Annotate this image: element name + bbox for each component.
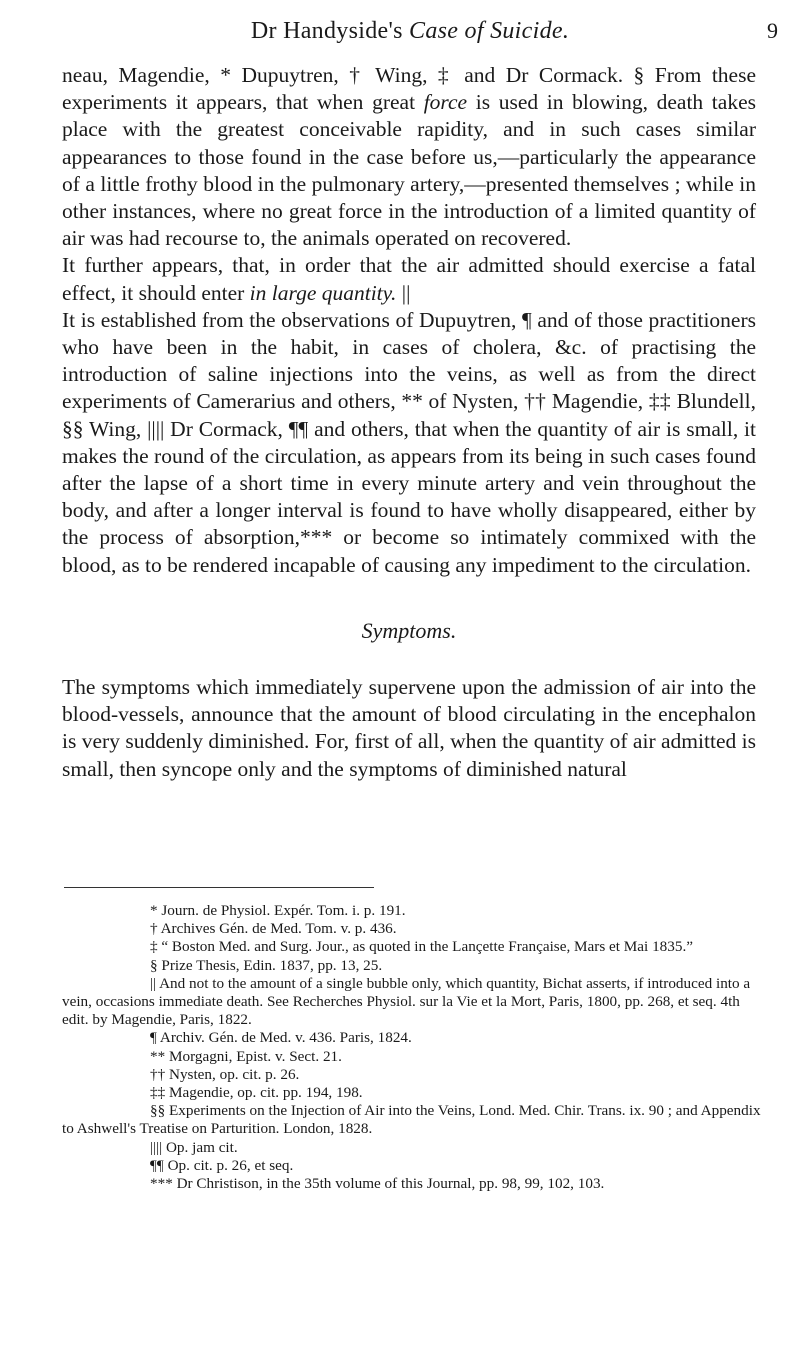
paragraph-2-part-a: It further appears, that, in order that the air admitted should exercise a fatal effect, it should enter: [62, 253, 756, 305]
footnote-text: Op. cit. p. 26, et seq.: [167, 1156, 294, 1174]
paragraph-3: It is established from the observations of Dupuytren, ¶ and of those practitioners who have been in the habit, in cases of cholera, &c. of practising the introduction of saline injections into the veins, as well as from the direct experiments of Camerarius and others, ** of Nysten, †† Magendie, ‡‡ Blundell, §§ Wing, |||| Dr Cormack, ¶¶ and others, that when the quantity of air is small, it makes the round of the circulation, as appears from its being in such cases found after the lapse of a short time in every minute artery and vein throughout the body, and after a longer interval is found to have wholly disappeared, either by the process of absorption,*** or become so intimately commixed with the blood, as to be rendered incapable of causing any impediment to the circulation.: [62, 307, 756, 577]
footnote-mark: §: [150, 956, 158, 974]
header-title-prefix: Dr Handyside's: [250, 18, 410, 44]
footnotes: [62, 902, 762, 1193]
running-header: [60, 18, 760, 45]
footnote-text: Experiments on the Injection of Air into the Veins, Lond. Med. Chir. Trans. ix. 90 ; and Appendix to Ashwell's Treatise on Parturition. London, 1828.: [62, 1102, 761, 1138]
header-title-italic: Case of Suicide.: [409, 18, 570, 44]
footnote-text: Archiv. Gén. de Med. v. 436. Paris, 1824.: [159, 1029, 412, 1047]
footnote: [62, 1066, 762, 1084]
footnote-divider: [64, 887, 374, 888]
paragraph-1-part-b: is used in blowing, death takes place with the greatest conceivable rapidity, and in such cases similar appearances to those found in the case before us,—particularly the appearance of a little frothy blood in the pulmonary artery,—presented themselves ; while in other instances, where no great force in the introduction of a limited quantity of air was had recourse to, the animals operated on recovered.: [62, 90, 756, 251]
footnote: [62, 1139, 762, 1157]
paragraph-1-part-a: neau, Magendie, * Dupuytren, † Wing, ‡ and Dr Cormack. § From these experiments it appears, that when great: [62, 63, 756, 115]
footnote-mark: ||: [150, 974, 157, 992]
footnote: [62, 938, 762, 956]
footnote-mark: ¶: [150, 1029, 157, 1047]
footnote-text: Magendie, op. cit. pp. 194, 198.: [168, 1084, 363, 1102]
paragraph-2-part-b: ||: [396, 280, 411, 305]
footnote-text: Archives Gén. de Med. Tom. v. p. 436.: [160, 920, 397, 938]
paragraph-1-emphasis: force: [423, 90, 468, 115]
footnote-mark: ‡: [150, 938, 158, 956]
footnote-mark: ‡‡: [150, 1084, 166, 1102]
footnote-text: Morgagni, Epist. v. Sect. 21.: [168, 1047, 342, 1065]
paragraph-2-emphasis: in large quantity.: [249, 280, 397, 305]
footnote-text: Prize Thesis, Edin. 1837, pp. 13, 25.: [161, 956, 383, 974]
footnote-text: Nysten, op. cit. p. 26.: [168, 1065, 300, 1083]
footnote-text: “ Boston Med. and Surg. Jour., as quoted in the Lançette Française, Mars et Mai 1835.”: [161, 938, 693, 956]
footnote-mark: ||||: [150, 1138, 163, 1156]
footnote-mark: *: [150, 902, 158, 919]
section-title: Symptoms.: [361, 617, 457, 643]
footnote: [62, 1084, 762, 1102]
footnote-mark: §§: [150, 1102, 166, 1120]
footnote: [62, 1029, 762, 1047]
footnote-text: And not to the amount of a single bubble only, which quantity, Bichat asserts, if introduced into a vein, occasions immediate death. See Recherches Physiol. sur la Vie et la Mort, Paris, 1800, pp. 268, et seq. 4th edit. by Magendie, Paris, 1822.: [62, 974, 751, 1029]
footnote: [62, 920, 762, 938]
footnote-mark: **: [150, 1047, 166, 1065]
main-text: [62, 62, 756, 783]
paragraph-4: The symptoms which immediately supervene upon the admission of air into the blood-vessels, announce that the amount of blood circulating in the encephalon is very suddenly diminished. For, first of all, when the quantity of air admitted is small, then syncope only and the symptoms of diminished natural: [62, 675, 756, 781]
footnote-mark: †: [150, 920, 158, 938]
footnote-mark: ¶¶: [150, 1156, 164, 1174]
footnote: [62, 1175, 762, 1193]
footnote: [62, 957, 762, 975]
paragraph-2: [62, 252, 756, 306]
footnote-mark: ***: [150, 1175, 173, 1193]
footnote-mark: ††: [150, 1065, 166, 1083]
footnote: [62, 1048, 762, 1066]
footnote: [62, 902, 762, 920]
footnote: [62, 1102, 762, 1138]
footnote-text: Journ. de Physiol. Expér. Tom. i. p. 191.: [161, 902, 406, 919]
footnote-text: Dr Christison, in the 35th volume of this Journal, pp. 98, 99, 102, 103.: [176, 1175, 605, 1193]
footnote: [62, 975, 762, 1030]
paragraph-1: [62, 62, 756, 252]
page-number: 9: [767, 18, 778, 43]
footnote: [62, 1157, 762, 1175]
footnote-text: Op. jam cit.: [165, 1138, 238, 1156]
